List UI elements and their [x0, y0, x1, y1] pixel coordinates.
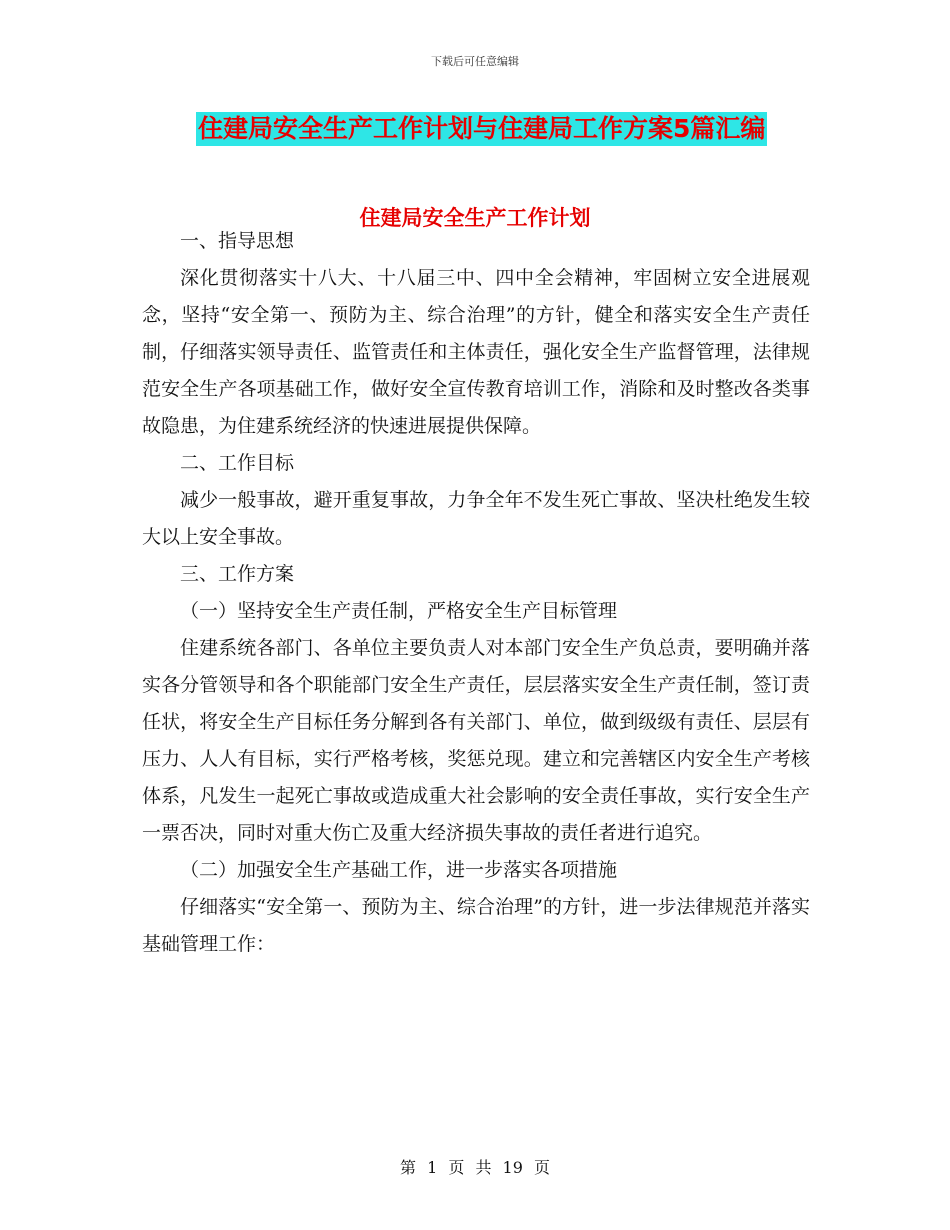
paragraph-responsibility-system: 住建系统各部门、各单位主要负责人对本部门安全生产负总责，要明确并落实各分管领导和各个职能部门安全生产责任，层层落实安全生产责任制，签订责任状，将安全生产目标任务分解到各有关部门、单位，做到级级有责任、层层有压力、人人有目标，实行严格考核，奖惩兑现。建立和完善辖区内安全生产考核体系，凡发生一起死亡事故或造成重大社会影响的安全责任事故，实行安全生产一票否决，同时对重大伤亡及重大经济损失事故的责任者进行追究。 — [142, 637, 810, 844]
document-body — [142, 223, 810, 963]
subheading-basic-work: （二）加强安全生产基础工作，进一步落实各项措施 — [180, 859, 618, 881]
heading-guiding-ideology: 一、指导思想 — [180, 230, 295, 252]
heading-work-plan: 三、工作方案 — [180, 563, 295, 585]
paragraph-guiding-ideology: 深化贯彻落实十八大、十八届三中、四中全会精神，牢固树立安全进展观念，坚持“安全第一、预防为主、综合治理”的方针，健全和落实安全生产责任制，仔细落实领导责任、监管责任和主体责任，强化安全生产监督管理，法律规范安全生产各项基础工作，做好安全宣传教育培训工作，消除和及时整改各类事故隐患，为住建系统经济的快速进展提供保障。 — [142, 267, 810, 437]
paragraph-basic-work: 仔细落实“安全第一、预防为主、综合治理”的方针，进一步法律规范并落实基础管理工作： — [142, 896, 810, 955]
page-footer: 第 1 页 共 19 页 — [400, 1158, 550, 1177]
section-title: 住建局安全生产工作计划 — [359, 206, 591, 230]
paragraph-work-goals: 减少一般事故，避开重复事故，力争全年不发生死亡事故、坚决杜绝发生较大以上安全事故。 — [142, 489, 810, 548]
heading-work-goals: 二、工作目标 — [180, 452, 295, 474]
page-header-note: 下载后可任意编辑 — [431, 55, 519, 68]
document-main-title: 住建局安全生产工作计划与住建局工作方案5篇汇编 — [196, 112, 767, 146]
subheading-responsibility-system: （一）坚持安全生产责任制，严格安全生产目标管理 — [180, 600, 618, 622]
